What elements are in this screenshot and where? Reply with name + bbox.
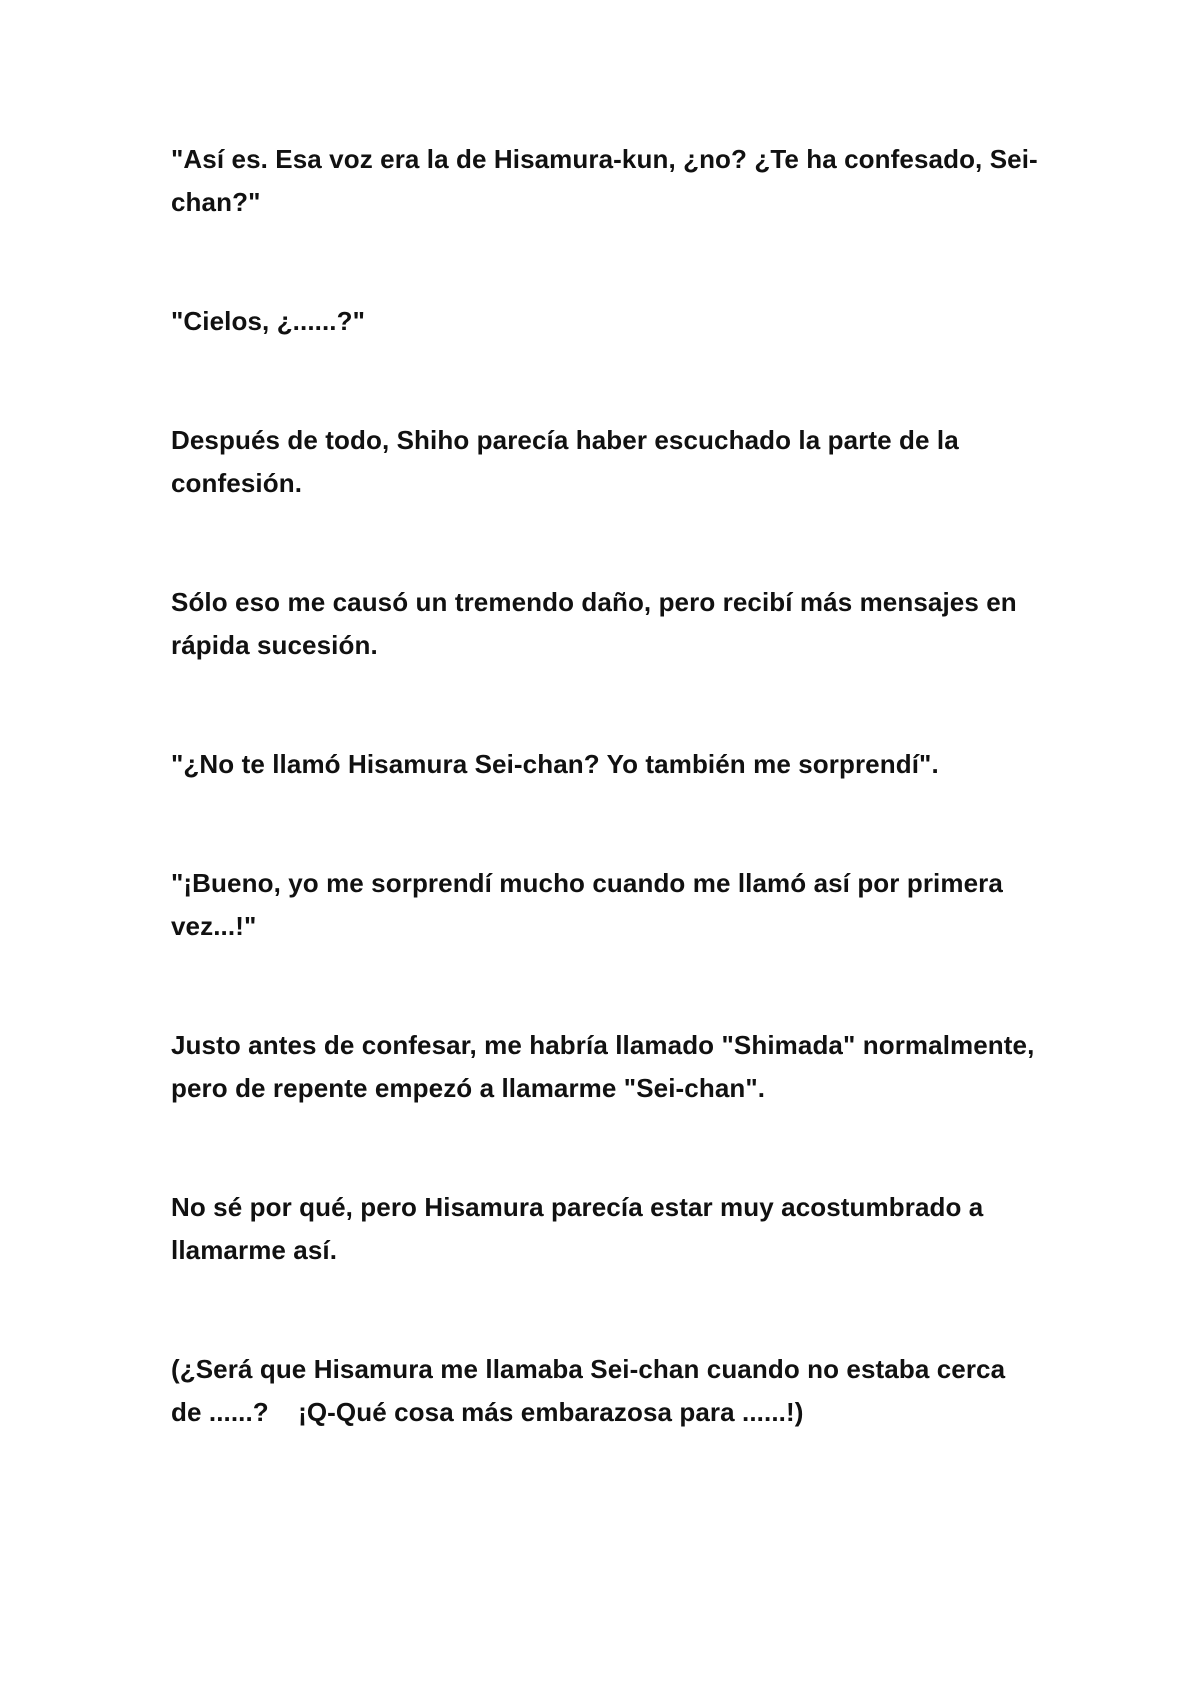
paragraph-1: "Así es. Esa voz era la de Hisamura-kun, ¿no? ¿Te ha confesado, Sei-chan?": [171, 144, 1038, 217]
paragraph-6: "¡Bueno, yo me sorprendí mucho cuando me llamó así por primera vez...!": [171, 868, 1011, 941]
paragraph-3: Después de todo, Shiho parecía haber escuchado la parte de la confesión.: [171, 425, 967, 498]
paragraph-9: (¿Será que Hisamura me llamaba Sei-chan cuando no estaba cerca de ......? ¡Q-Qué cosa más embarazosa para ......!): [171, 1354, 1013, 1427]
paragraph-7: Justo antes de confesar, me habría llamado "Shimada" normalmente, pero de repente empezó a llamarme "Sei-chan".: [171, 1030, 1042, 1103]
paragraph-2: "Cielos, ¿......?": [171, 306, 366, 336]
paragraph-4: Sólo eso me causó un tremendo daño, pero recibí más mensajes en rápida sucesión.: [171, 587, 1025, 660]
paragraph-5: "¿No te llamó Hisamura Sei-chan? Yo también me sorprendí".: [171, 749, 939, 779]
paragraph-8: No sé por qué, pero Hisamura parecía estar muy acostumbrado a llamarme así.: [171, 1192, 991, 1265]
